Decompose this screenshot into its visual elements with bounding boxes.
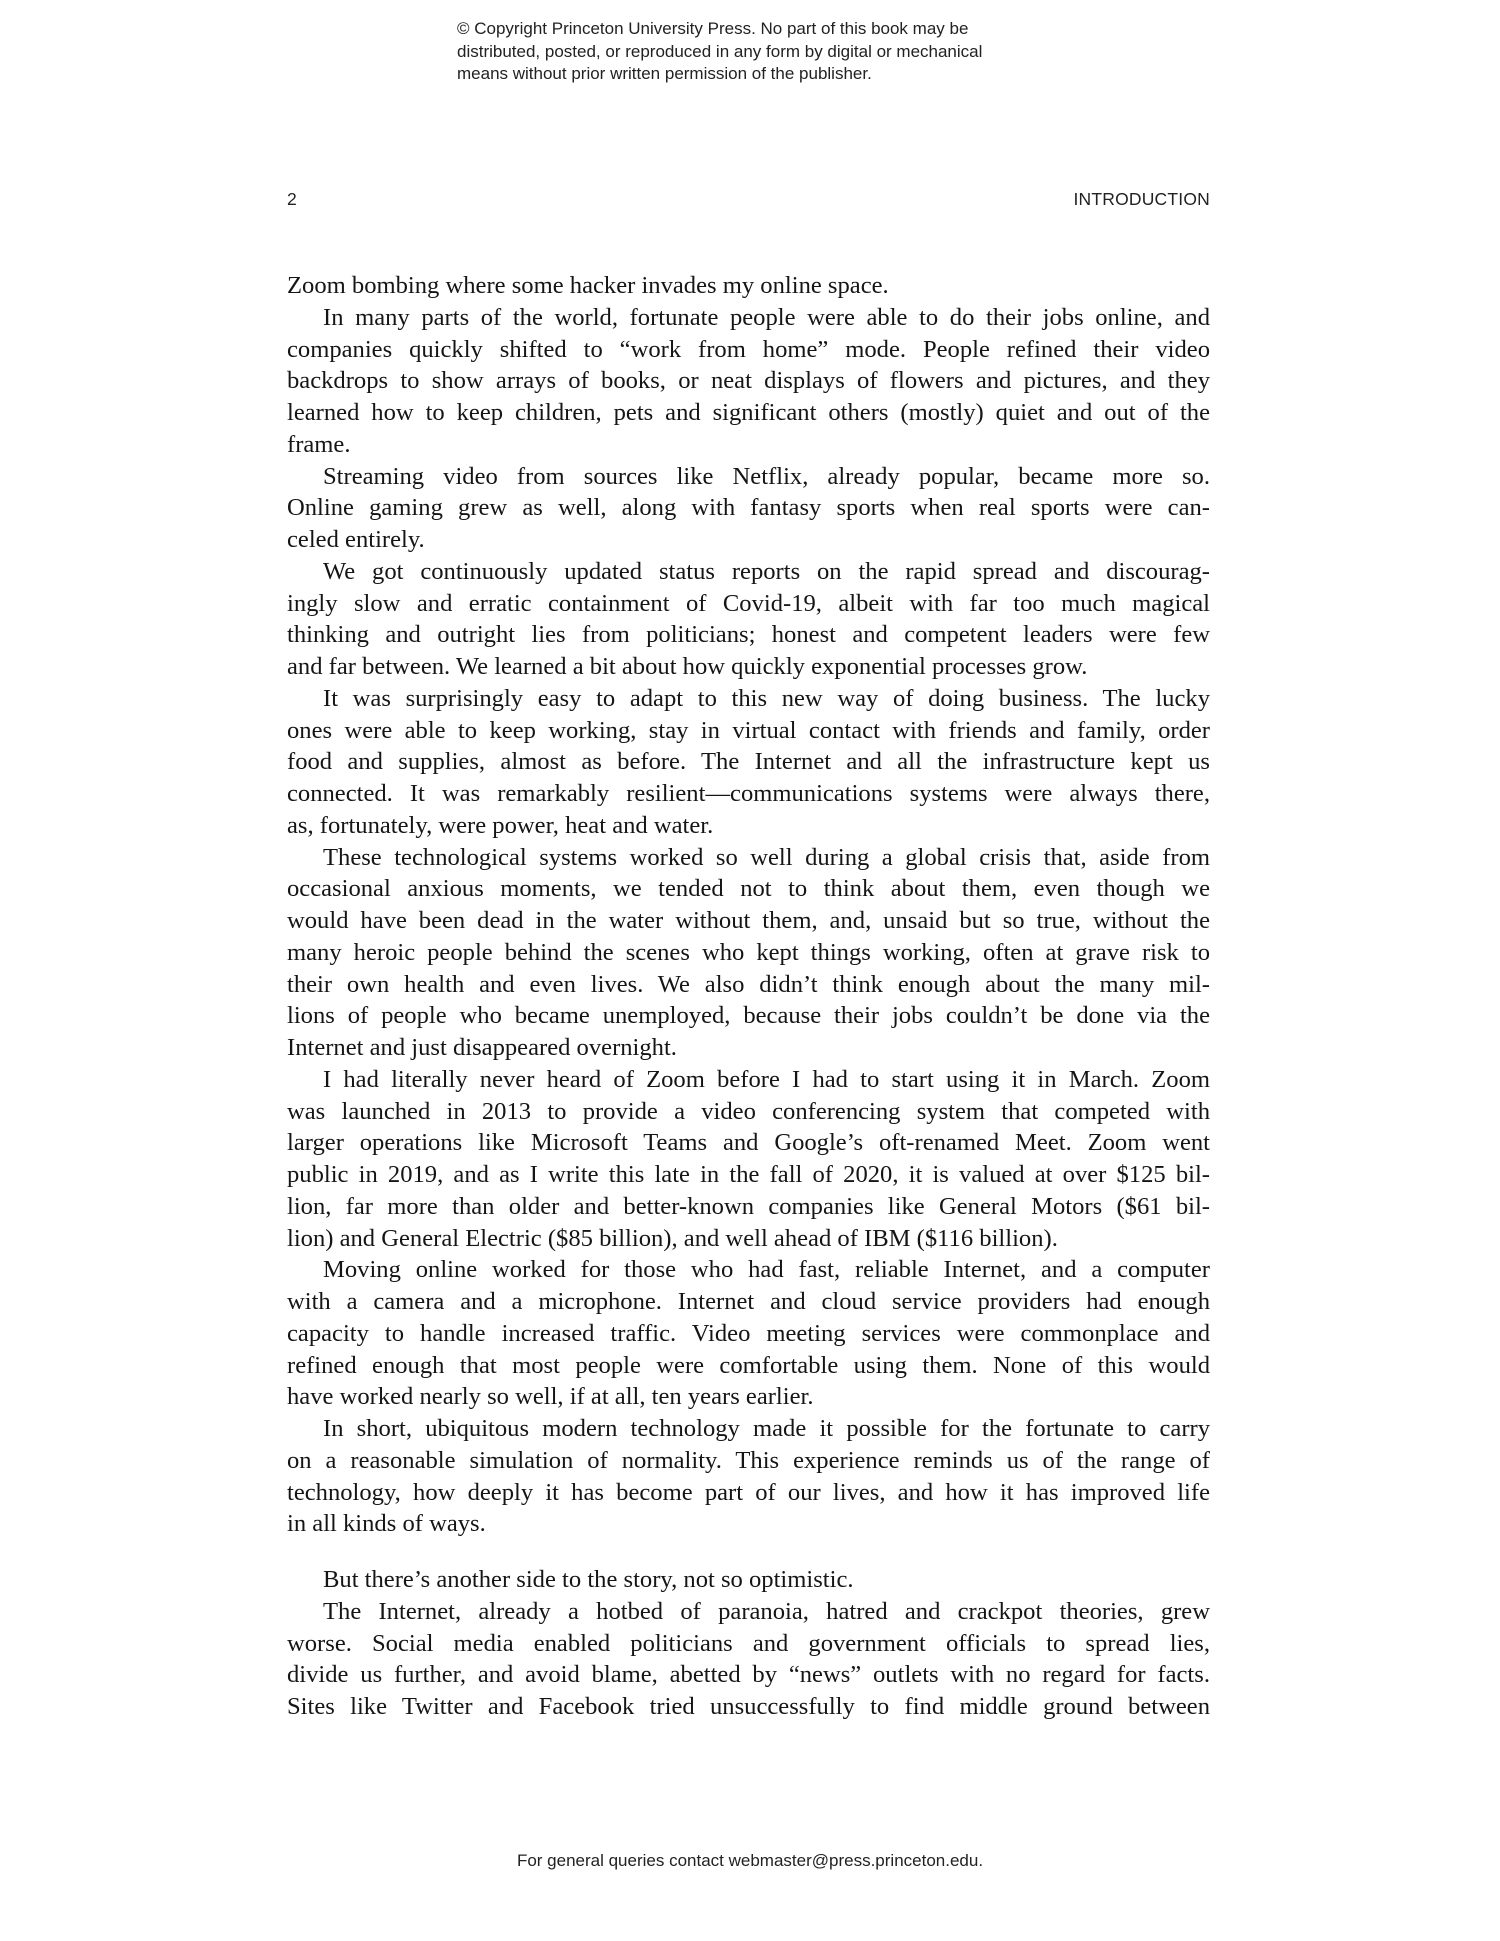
section-break	[287, 1540, 1210, 1564]
text-line: their own health and even lives. We also didn’t think enough about the many mil-	[287, 970, 1210, 998]
text-line: many heroic people behind the scenes who kept things working, often at grave risk to	[287, 938, 1210, 966]
text-line: occasional anxious moments, we tended not to think about them, even though we	[287, 875, 1210, 903]
text-line: would have been dead in the water without them, and, unsaid but so true, without the	[287, 907, 1210, 934]
text-line: food and supplies, almost as before. The Internet and all the infrastructure kept us	[287, 748, 1210, 776]
text-line: as, fortunately, were power, heat and water.	[287, 811, 714, 839]
paragraph-first-line: These technological systems worked so well during a global crisis that, aside from	[323, 843, 1210, 871]
text-line: have worked nearly so well, if at all, ten years earlier.	[287, 1383, 814, 1411]
text-line: in all kinds of ways.	[287, 1510, 486, 1538]
text-line: lions of people who became unemployed, because their jobs couldn’t be done via the	[287, 1002, 1210, 1030]
text-line: larger operations like Microsoft Teams and Google’s oft-renamed Meet. Zoom went	[287, 1129, 1210, 1157]
text-line: thinking and outright lies from politicians; honest and competent leaders were few	[287, 621, 1210, 649]
text-line: learned how to keep children, pets and significant others (mostly) quiet and out of the	[287, 399, 1210, 426]
text-line: Internet and just disappeared overnight.	[287, 1034, 677, 1061]
paragraph-first-line: In short, ubiquitous modern technology made it possible for the fortunate to carry	[323, 1415, 1210, 1442]
text-line: technology, how deeply it has become part of our lives, and how it has improved life	[287, 1478, 1210, 1506]
paragraph-first-line: But there’s another side to the story, not so optimistic.	[323, 1566, 854, 1593]
page-number: 2	[287, 189, 297, 209]
copyright-line: means without prior written permission of the publisher.	[457, 64, 872, 83]
paragraph-first-line: In many parts of the world, fortunate people were able to do their jobs online, and	[323, 303, 1210, 331]
paragraph-first-line: Moving online worked for those who had fast, reliable Internet, and a computer	[323, 1256, 1210, 1284]
body-text	[287, 270, 1210, 1723]
text-line: Sites like Twitter and Facebook tried unsuccessfully to find middle ground between	[287, 1693, 1210, 1720]
text-line: ones were able to keep working, stay in virtual contact with friends and family, order	[287, 716, 1210, 744]
copyright-line: © Copyright Princeton University Press. No part of this book may be	[457, 19, 969, 38]
text-line: public in 2019, and as I write this late in the fall of 2020, it is valued at over $125 bil-	[287, 1161, 1210, 1188]
paragraph-first-line: The Internet, already a hotbed of paranoia, hatred and crackpot theories, grew	[323, 1597, 1210, 1625]
text-line: backdrops to show arrays of books, or neat displays of flowers and pictures, and they	[287, 367, 1210, 395]
text-line: lion, far more than older and better-known companies like General Motors ($61 bil-	[287, 1192, 1210, 1220]
text-line: and far between. We learned a bit about how quickly exponential processes grow.	[287, 653, 1088, 680]
text-line: celed entirely.	[287, 526, 425, 553]
text-line: refined enough that most people were comfortable using them. None of this would	[287, 1351, 1210, 1379]
section-title: INTRODUCTION	[1073, 189, 1210, 209]
paragraph-first-line: It was surprisingly easy to adapt to this new way of doing business. The lucky	[323, 684, 1210, 712]
text-line: capacity to handle increased traffic. Video meeting services were commonplace and	[287, 1319, 1210, 1347]
text-line: Online gaming grew as well, along with fantasy sports when real sports were can-	[287, 494, 1210, 522]
text-line: divide us further, and avoid blame, abetted by “news” outlets with no regard for facts.	[287, 1661, 1210, 1689]
text-line: on a reasonable simulation of normality. This experience reminds us of the range of	[287, 1446, 1210, 1474]
text-line: connected. It was remarkably resilient—communications systems were always there,	[287, 780, 1210, 807]
text-line: was launched in 2013 to provide a video conferencing system that competed with	[287, 1097, 1210, 1125]
paragraph-first-line: Streaming video from sources like Netflix, already popular, became more so.	[323, 462, 1210, 490]
text-line: Zoom bombing where some hacker invades my online space.	[287, 272, 889, 299]
text-line: frame.	[287, 430, 351, 458]
text-line: worse. Social media enabled politicians and government officials to spread lies,	[287, 1629, 1210, 1657]
copyright-notice	[457, 18, 1077, 86]
copyright-line: distributed, posted, or reproduced in any form by digital or mechanical	[457, 41, 983, 61]
text-line: lion) and General Electric ($85 billion), and well ahead of IBM ($116 billion).	[287, 1224, 1058, 1252]
text-line: companies quickly shifted to “work from home” mode. People refined their video	[287, 335, 1210, 363]
text-line: with a camera and a microphone. Internet and cloud service providers had enough	[287, 1288, 1210, 1315]
text-line: ingly slow and erratic containment of Covid-19, albeit with far too much magical	[287, 589, 1210, 617]
footer-contact: For general queries contact webmaster@press.princeton.edu.	[516, 1851, 984, 1870]
paragraph-first-line: I had literally never heard of Zoom before I had to start using it in March. Zoom	[323, 1065, 1210, 1093]
paragraph-first-line: We got continuously updated status reports on the rapid spread and discourag-	[323, 557, 1210, 585]
